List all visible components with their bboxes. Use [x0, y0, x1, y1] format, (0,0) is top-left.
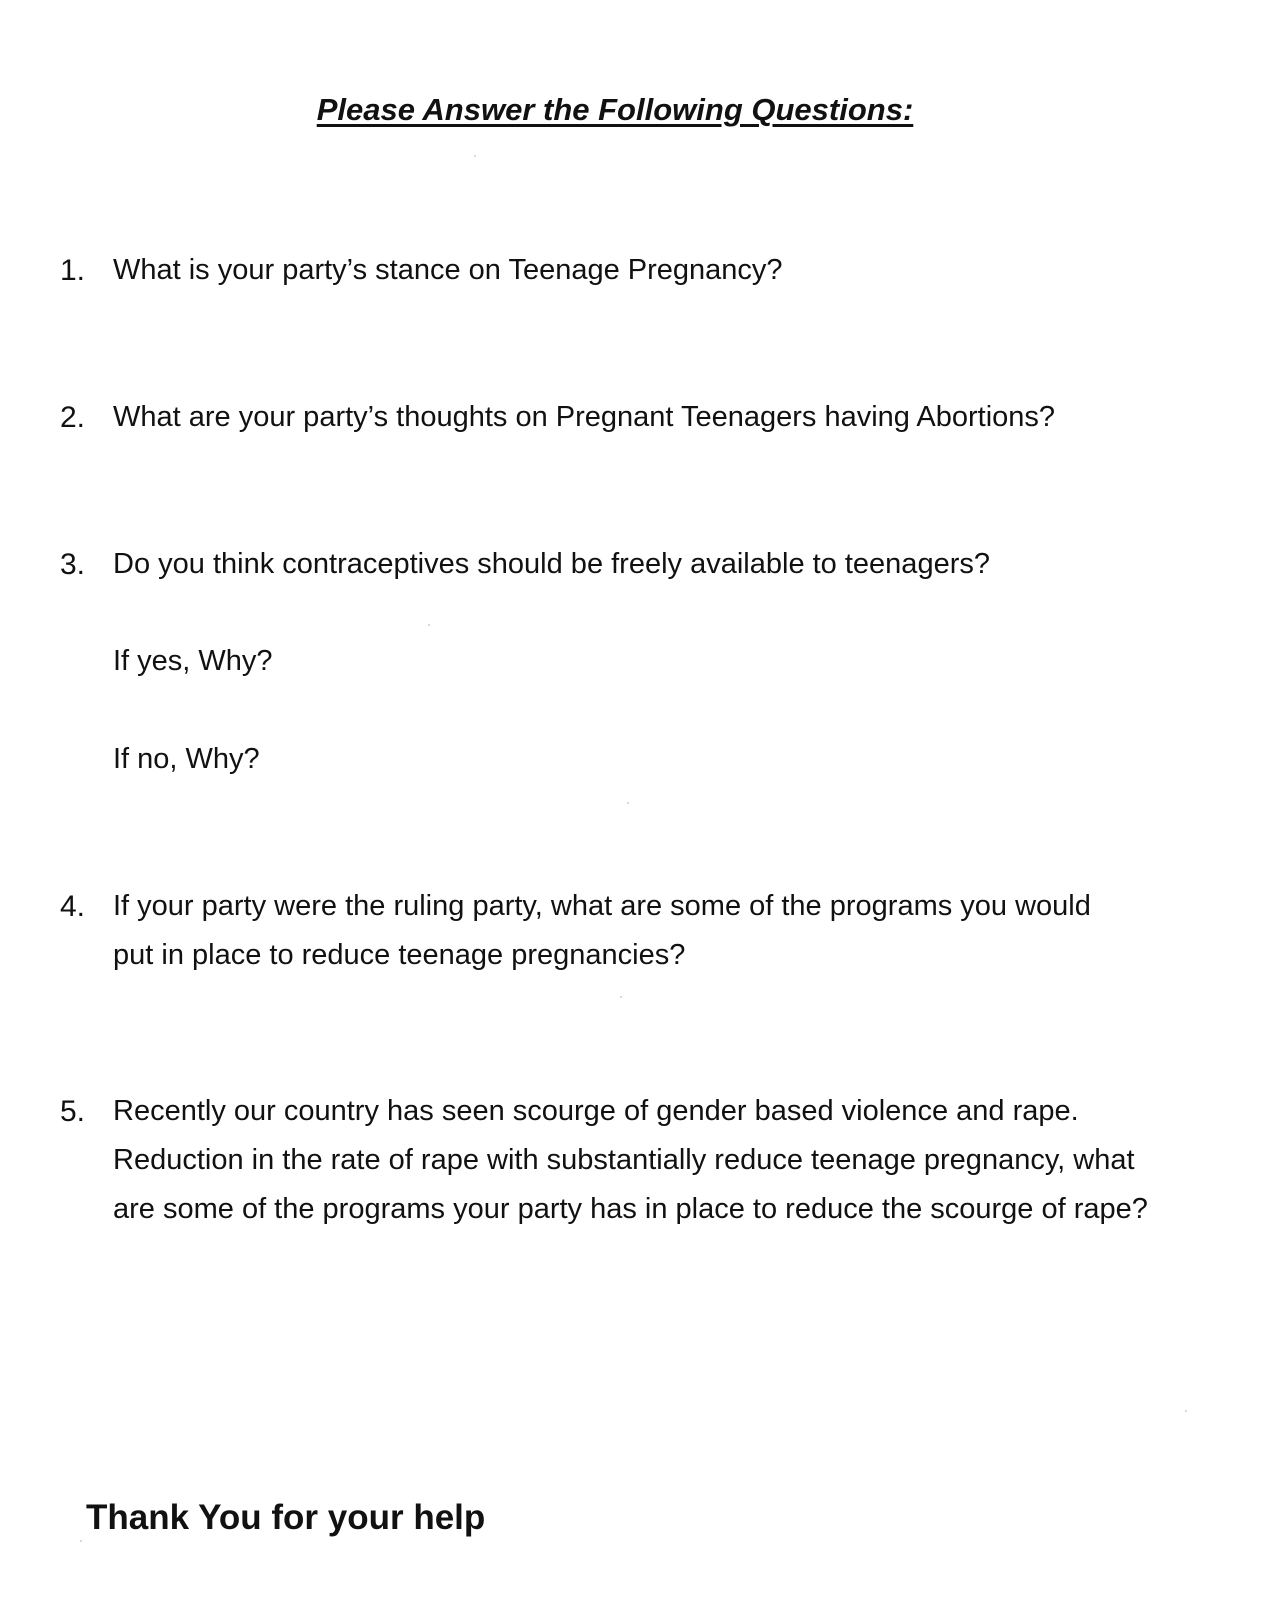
question-text-1	[113, 246, 783, 295]
question-number-3: 3.	[60, 548, 86, 581]
question-4-line-1: If your party were the ruling party, what are some of the programs you would	[113, 890, 1091, 922]
question-3-line-1: Do you think contraceptives should be freely available to teenagers?	[113, 548, 990, 580]
question-number-1: 1.	[60, 254, 86, 287]
question-2-line-1: What are your party’s thoughts on Pregnant Teenagers having Abortions?	[113, 401, 1056, 433]
scan-speckle	[80, 1540, 82, 1542]
question-number-2: 2.	[60, 401, 86, 434]
question-5-line-2: Reduction in the rate of rape with substantially reduce teenage pregnancy, what	[113, 1144, 1135, 1176]
question-5-line-3: are some of the programs your party has in place to reduce the scourge of rape?	[113, 1193, 1148, 1225]
scan-speckle	[474, 155, 476, 157]
scan-speckle	[627, 802, 629, 804]
closing-thanks: Thank You for your help	[86, 1498, 486, 1537]
question-number-4: 4.	[60, 890, 86, 923]
question-text-2	[113, 393, 1055, 442]
scan-speckle	[428, 624, 430, 626]
question-number-5: 5.	[60, 1095, 86, 1128]
question-3-followup-yes: If yes, Why?	[113, 645, 273, 677]
question-3-followup-no: If no, Why?	[113, 743, 260, 775]
scan-speckle	[620, 996, 622, 998]
question-text-3	[113, 540, 990, 589]
question-text-5	[113, 1087, 1148, 1234]
question-1-line-1: What is your party’s stance on Teenage Pregnancy?	[113, 254, 783, 286]
scan-speckle	[1185, 1410, 1187, 1412]
question-text-4	[113, 882, 1091, 980]
page-title: Please Answer the Following Questions:	[316, 92, 914, 127]
question-4-line-2: put in place to reduce teenage pregnancies?	[113, 939, 686, 971]
question-5-line-1: Recently our country has seen scourge of gender based violence and rape.	[113, 1095, 1079, 1127]
